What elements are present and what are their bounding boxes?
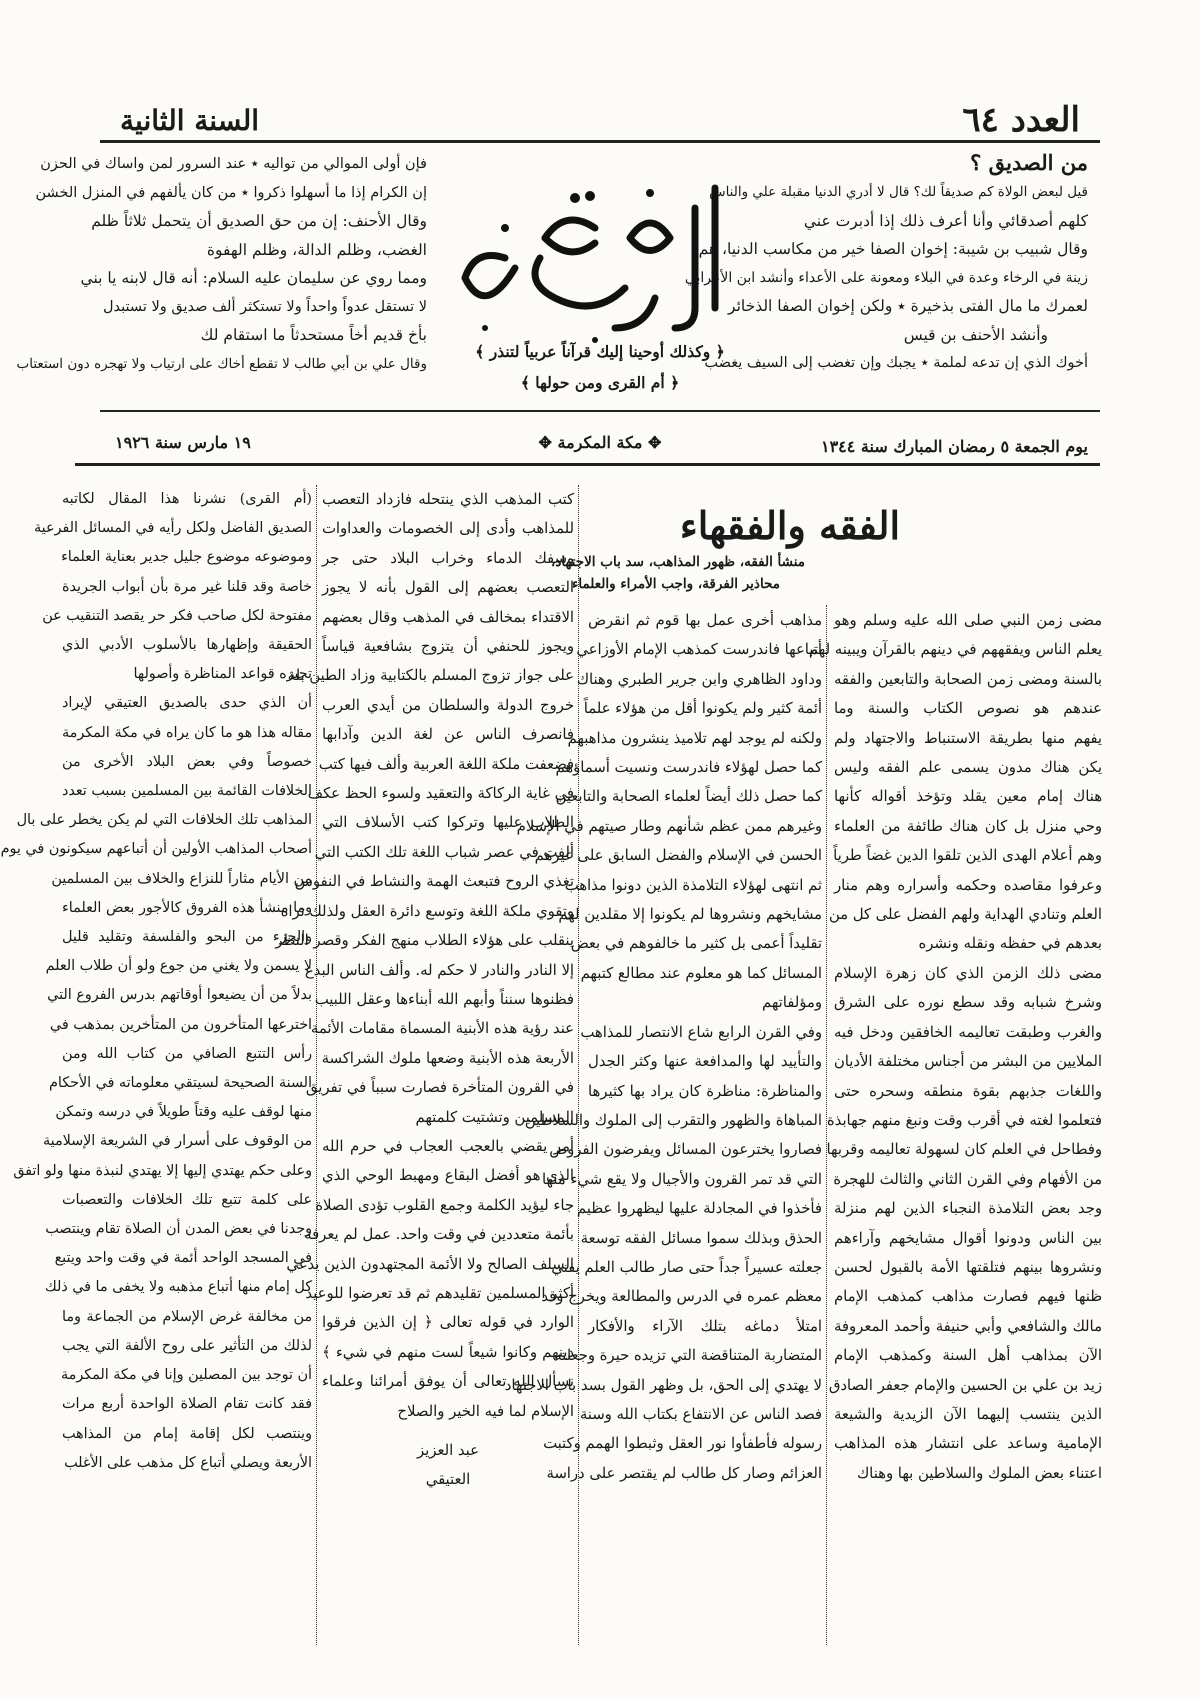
text-line: خاصة وقد قلنا غير مرة بأن أبواب الجريدة	[62, 578, 312, 595]
text-line: الذين ينتسب إليهما الآن الزيدية والشيعة	[834, 1405, 1102, 1423]
text-line: فظنوها سنناً وأبهم الله أبناءها وعقل اللبيب	[314, 990, 574, 1008]
text-line: من مخالفة غرض الإسلام من الجماعة وما	[62, 1308, 312, 1325]
article-column-3	[275, 485, 574, 1426]
text-line: الحذق وبذلك سموا مسائل الفقه توسعة	[580, 1229, 822, 1247]
text-line: بأئمة متعددين في وقت واحد. عمل لم يعرفه	[304, 1226, 574, 1244]
text-line: الحقيقة وإظهارها بالأسلوب الأدبي الذي	[62, 637, 312, 654]
year-label: السنة الثانية	[120, 104, 260, 137]
article-subtitle-line: منشأ الفقه، ظهور المذاهب، سد باب الاجتهاد،	[550, 554, 805, 570]
text-line: من الأيام مثاراً للنزاع والخلاف بين المسلمين	[51, 870, 312, 887]
right-box-title: من الصديق ؟	[970, 150, 1088, 175]
text-line: اخترعها المتأخرون من المتأخرين بمذهب في	[49, 1016, 312, 1033]
text-line: كتب المذهب الذي ينتحله فازداد التعصب	[322, 491, 574, 508]
right-box-line: وقال شبيب بن شيبة: إخوان الصفا خير من مكاسب الدنيا، هم	[698, 240, 1088, 258]
text-line: الأربعة هذه الأبنية وضعها ملوك الشراكسة	[321, 1049, 574, 1067]
text-line: وهم أعلام الهدى الذين تلقوا الدين غضاً طرياً	[833, 847, 1102, 865]
text-line: مذاهب أخرى عمل بها قوم ثم انقرض	[588, 612, 822, 629]
dateline-rule-top	[100, 410, 1100, 412]
text-line: ويجوز للحنفي أن يتزوج بشافعية قياساً	[322, 638, 574, 656]
text-line: المذاهب تلك الخلافات التي لم يكن يخطر على بال	[16, 812, 312, 829]
text-line: وسفك الدماء وخراب البلاد حتى جر	[322, 549, 574, 567]
text-line: مقاله هذا هو ما كان يراه في مكة المكرمة	[62, 724, 312, 741]
masthead-logo	[445, 168, 755, 348]
article-title: الفقه والفقهاء	[679, 503, 900, 548]
text-line: بالسنة ومضى زمن الصحابة والتابعين والفقه	[834, 670, 1102, 688]
right-box-line: زينة في الرخاء وعدة في البلاء ومعونة على الأعداء وأنشد ابن الأعرابي	[684, 269, 1088, 286]
text-line: اعتناء بعض الملوك والسلاطين بها وهناك	[856, 1464, 1102, 1482]
column-divider	[316, 485, 317, 1645]
text-line: نسأل الله تعالى أن يوفق أمرائنا وعلماء	[322, 1373, 574, 1391]
text-line: الأربعة ويصلي أتباع كل مذهب على الأغلب	[64, 1454, 312, 1471]
text-line: ولكنه لم يوجد لهم تلاميذ ينشرون مذاهبهم	[567, 729, 822, 747]
text-line: كما حصل ذلك أيضاً لعلماء الصحابة والتابعين	[555, 788, 822, 806]
text-line: (أم القرى) نشرنا هذا المقال لكاتبه	[62, 491, 312, 507]
issue-number: العدد ٦٤	[962, 100, 1080, 140]
left-box-line: لا تستقل عدواً واحداً ولا تستكثر ألف صديق ولا تستبدل	[103, 298, 427, 315]
text-line: ومؤلفاتهم	[761, 994, 822, 1012]
text-line: يعلم الناس ويفقههم في دينهم بالقرآن ويبينه لهم	[808, 641, 1102, 659]
text-line: المباهاة والظهور والتقرب إلى الملوك والسلاطين	[524, 1111, 822, 1129]
text-line: أصحاب المذاهب الأولين أن أتباعهم سيكونون في يوم	[0, 841, 312, 858]
text-line: يفهم منها بطريقة الاستنباط والاجتهاد ولم	[834, 729, 1102, 747]
text-line: وعلى حكم يهتدي إليها إلا يهتدي لنبذة منها ولو اتفق	[13, 1162, 312, 1179]
text-line: الصديق الفاضل ولكل رأيه في المسائل الفرعية	[33, 520, 312, 537]
text-line: المسائل كما هو معلوم عند مطالع كتبهم	[580, 964, 822, 982]
text-line: زيد بن علي بن الحسين والإمام جعفر الصادق	[828, 1376, 1102, 1394]
text-line: لا يهتدي إلى الحق، بل وظهر القول بسد باب الاجتهاد	[504, 1376, 822, 1394]
text-line: بدلاً من أن يضيعوا أوقاتهم بدرس الفروع التي	[47, 987, 312, 1004]
text-line: وحي منزل بل كان هناك طائفة من العلماء	[834, 817, 1102, 835]
text-line: أن الذي حدى بالصديق العتيقي لإيراد	[62, 695, 312, 712]
text-line: خروج الدولة والسلطان من أيدي العرب	[322, 696, 574, 714]
text-line: التي قد تمر القرون والأجيال ولا يقع شيء منها	[541, 1170, 822, 1188]
text-line: مشايخهم ونشروها لم يكونوا إلا مقلدين لهم	[558, 906, 822, 924]
dateline-rule-bottom	[75, 463, 1100, 466]
text-line: أكثر المسلمين تقليدهم ثم قد تعرضوا للوعيد	[305, 1284, 574, 1302]
text-line: المسلمين وتشتيت كلمتهم	[415, 1108, 574, 1126]
text-line: ظنها فيهم فصارت مذاهب كمذهب الإمام	[834, 1288, 1102, 1306]
text-line: الملايين من البشر من أجناس مختلفة الأديان	[833, 1053, 1102, 1071]
text-line: وما منشأ هذه الفروق كالأجور بعض العلماء	[62, 899, 312, 916]
text-line: مفتوحة لكل صاحب فكر حر يقصد التنقيب عن	[42, 607, 312, 624]
text-line: جعلته عسيراً جداً حتى صار طالب العلم يفني	[551, 1258, 822, 1276]
text-line: رأس التتبع الصافي من كتاب الله ومن	[62, 1045, 312, 1062]
text-line: السلف الصالح ولا الأئمة المجتهدون الذين يدعي	[286, 1255, 574, 1273]
text-line: كل إمام منها أتباع مذهبه ولا يخفى ما في ذلك	[44, 1279, 312, 1296]
text-line: خصوصاً وفي بعض البلاد الأخرى من	[62, 753, 312, 770]
right-box-line: لعمرك ما مال الفتى بذخيرة ٭ ولكن إخوان الصفا الذخائر	[728, 297, 1088, 315]
text-line: على جواز تزوج المسلم بالكتابية وزاد الطين بلة	[287, 667, 574, 685]
left-box-line: فإن أولى الموالي من تواليه ٭ عند السرور لمن واساك في الحزن	[40, 156, 427, 172]
text-line: إلا النادر والنادر لا حكم له. وألف الناس البدع	[304, 961, 574, 979]
text-line: أتباعها فاندرست كمذهب الإمام الأوزاعي	[576, 641, 822, 659]
right-box-line: قيل لبعض الولاة كم صديقاً لك؟ قال لا أدري الدنيا مقبلة علي والناس	[709, 184, 1088, 200]
text-line: وشرخ شبابه وقد سطع نوره على الشرق	[834, 994, 1102, 1012]
editor-note-column	[0, 485, 312, 1478]
text-line: والغرب وطبقت تعاليمه الخافقين ودخل فيه	[834, 1023, 1102, 1041]
text-line: لا يسمن ولا يغني من جوع ولو أن طلاب العلم	[45, 958, 312, 975]
text-line: فتعلموا لغته في أقرب وقت ونبغ منهم جهابذة	[826, 1111, 1102, 1129]
text-line: والتأييد لها والمدافعة عنها وكثر الجدل	[588, 1053, 822, 1071]
text-line: الحسن في الإسلام والفضل السابق على غيرهم	[534, 847, 822, 865]
text-line: مضى ذلك الزمن الذي كان زهرة الإسلام	[834, 964, 1102, 982]
text-line: المتضاربة المتناقضة التي تزيده حيرة وجعلته	[554, 1347, 822, 1365]
text-line: لذلك من التأثير على روح الألفة التي يجب	[62, 1337, 312, 1354]
left-box-line: بأخ قديم أخاً مستحدثاً ما استقام لك	[200, 326, 427, 344]
article-subtitle-line: محاذير الفرقة، واجب الأمراء والعلماء	[572, 576, 780, 592]
text-line: مالك والشافعي وأبي حنيفة وأحمد المعروفة	[834, 1317, 1102, 1335]
text-line: هناك إمام معين يقلد وتؤخذ أقواله كأنها	[834, 788, 1102, 806]
text-line: رسوله فأطفأوا نور العقل وثبطوا الهمم وكتبت	[543, 1435, 822, 1453]
text-line: أن توجد بين المصلين وإنا في مكة المكرمة	[61, 1367, 312, 1384]
text-line: تغذي الروح فتبعث الهمة والنشاط في النفوس	[294, 873, 574, 891]
text-line: في القرون المتأخرة فصارت سبباً في تفريق	[305, 1079, 574, 1097]
text-line: مضى زمن النبي صلى الله عليه وسلم وهو	[834, 612, 1102, 629]
right-box-line: كلهم أصدقائي وأنا أعرف ذلك إذا أدبرت عني	[803, 211, 1088, 230]
text-line: ثم انتهى لهؤلاء التلامذة الذين دونوا مذاهب	[564, 876, 822, 894]
text-line: الإمامية وساعد على انتشار هذه المذاهب	[834, 1435, 1102, 1453]
text-line: الإسلام لما فيه الخير والصلاح	[397, 1402, 574, 1420]
text-line: والمناظرة: مناظرة كان يراد بها كثيرها	[588, 1082, 822, 1100]
date-gregorian: ١٩ مارس سنة ١٩٢٦	[115, 433, 251, 452]
date-hijri: يوم الجمعة ٥ رمضان المبارك سنة ١٣٤٤	[820, 437, 1088, 456]
signature-name: عبد العزيز	[417, 1442, 479, 1459]
text-line: تجيزه قواعد المناظرة وأصولها	[133, 666, 312, 683]
masthead-verse	[420, 336, 780, 398]
text-line: فانصرف الناس عن لغة الدين وآدابها	[322, 726, 574, 744]
article-signature	[322, 1436, 574, 1495]
left-box	[16, 150, 427, 378]
ornament-icon: ✥	[648, 433, 662, 452]
text-line: من الأفهام وفي القرن الثاني والثالث للهجرة	[833, 1170, 1102, 1188]
text-line: واللغات جذبهم بقوة منطقه وسحره حتى	[834, 1082, 1102, 1100]
text-line: في المسجد الواحد أئمة في وقت واحد ويتبع	[54, 1250, 312, 1267]
text-line: وتقوي ملكة اللغة وتوسع دائرة العقل ولذلك تراه	[280, 902, 574, 920]
text-line: وفي القرن الرابع شاع الانتصار للمذاهب	[580, 1023, 822, 1041]
text-line: الاقتداء بمخالف في المذهب وقال بعضهم	[322, 608, 574, 626]
left-box-line: وقال علي بن أبي طالب لا تقطع أخاك على ارتياب ولا تهجره دون استعتاب	[16, 355, 427, 372]
text-line: دينهم وكانوا شيعاً لست منهم في شيء ﴾	[322, 1343, 574, 1361]
text-line: السنة الصحيحة لسيتقي معلوماته في الأحكام	[49, 1075, 312, 1092]
masthead-title: أم القرى	[598, 268, 602, 269]
text-line: للمذاهب وأدى إلى الخصومات والعداوات	[322, 520, 574, 538]
text-line: ونشروها بينهم فتلقتها الأمة بالقبول لحسن	[834, 1258, 1102, 1276]
signature-family: العتيقي	[425, 1471, 471, 1489]
text-line: بعدهم في حفظه ونقله ونشره	[918, 935, 1102, 953]
text-line: يكن هناك مدون يسمى علم الفقه وليس	[834, 759, 1102, 777]
text-line: فأخذوا في المجادلة عليها ليظهروا عظيم	[576, 1200, 822, 1218]
left-box-line: ومما روي عن سليمان عليه السلام: أنه قال لابنه يا بني	[80, 269, 427, 287]
text-line: والجزء من البحو والفلسفة وتقليد قليل	[62, 929, 312, 946]
text-line: جاء ليؤيد الكلمة وجمع القلوب تؤدى الصلاة	[315, 1196, 574, 1214]
text-line: التعصب بعضهم إلى القول بأنه لا يجوز	[322, 579, 574, 597]
right-box-line: وأنشد الأحنف بن قيس	[903, 325, 1048, 344]
text-line: العلم وتنادي الهداية ولهم الفضل على كل من	[828, 906, 1102, 924]
text-line: الوارد في قوله تعالى ﴿ إن الذين فرقوا	[322, 1314, 574, 1332]
text-line: في غاية الركاكة والتعقيد ولسوء الحظ عكف	[307, 785, 574, 803]
header-rule	[100, 140, 1100, 143]
text-line: وموضوعه موضوع جليل جدير بعناية العلماء	[61, 549, 312, 566]
text-line: أئمة كثير ولم يكونوا أقل من هؤلاء علماً	[583, 700, 822, 718]
text-line: من الوقوف على أسرار في الشريعة الإسلامية	[43, 1133, 312, 1150]
text-line: الطلاب عليها وتركوا كتب الأسلاف التي	[322, 814, 574, 832]
text-line: وعرفوا مقاصده وحكمه وأسراره وهم منار	[834, 876, 1102, 894]
text-line: منها لوقف عليه وقتاً طويلاً في درسه وتمكن	[55, 1104, 312, 1121]
location-text: مكة المكرمة	[557, 433, 643, 452]
text-line: فصاروا يخترعون المسائل ويفرضون الفروض	[549, 1141, 822, 1159]
text-line: امتلأ دماغه بتلك الآراء والأفكار	[588, 1317, 822, 1335]
text-line: عند رؤية هذه الأبنية المسماة مقامات الأئمة	[310, 1020, 574, 1038]
left-box-line: وقال الأحنف: إن من حق الصديق أن يتحمل ثلاثاً ظلم	[91, 212, 427, 230]
article-column-2	[504, 606, 822, 1488]
location	[510, 433, 690, 452]
text-line: على كلمة تتبع تلك الخلافات والتعصبات	[62, 1191, 312, 1208]
text-line: وينتصب لكل إقامة إمام من المذاهب	[62, 1425, 312, 1442]
verse-line: ﴿ وكذلك أوحينا إليك قرآناً عربياً لتنذر ﴾	[475, 342, 725, 361]
text-line: وفطاحل في العلم كان لسهولة تعاليمه وقربها	[826, 1141, 1102, 1159]
text-line: الآن بمذاهب أهل السنة وكمذهب الإمام	[834, 1347, 1102, 1365]
verse-line: ﴿ أم القرى ومن حولها ﴾	[520, 373, 680, 392]
text-line: وجد بعض التلامذة النجباء الذين لهم منزلة	[834, 1200, 1102, 1218]
text-line: عندهم هو نصوص الكتاب والسنة وما	[834, 700, 1102, 718]
text-line: الخلافات القائمة بين المسلمين بسبب تعدد	[62, 783, 312, 800]
right-box	[684, 148, 1088, 378]
left-box-line: إن الكرام إذا ما أسهلوا ذكروا ٭ من كان يألفهم في المنزل الخشن	[35, 184, 427, 201]
text-line: ألفت في عصر شباب اللغة تلك الكتب التي	[314, 843, 574, 861]
right-box-line: أخوك الذي إن تدعه لملمة ٭ يجبك وإن تغضب إلى السيف يغضب	[704, 355, 1088, 371]
text-line: ينقلب على هؤلاء الطلاب منهج الفكر وقصر النظر	[275, 932, 574, 950]
text-line: بين الناس ودونوا أقوال مشايخهم وآراءهم	[834, 1229, 1102, 1247]
text-line: العزائم وصار كل طالب لم يقتصر على دراسة	[546, 1464, 822, 1482]
text-line: تقليداً أعمى بل كثير ما خالفوهم في بعض	[570, 935, 822, 953]
text-line: الذي هو أفضل البقاع ومهبط الوحي الذي	[322, 1167, 574, 1185]
text-line: فضعفت ملكة اللغة العربية وألف فيها كتب	[318, 755, 574, 773]
text-line: فقد كانت تقام الصلاة الواحدة أربع مرات	[62, 1396, 312, 1413]
text-line: أمر يقضي بالعجب العجاب في حرم الله	[322, 1137, 574, 1155]
left-box-line: الغضب، وظلم الدالة، وظلم الهفوة	[206, 240, 427, 259]
text-line: وغيرهم ممن عظم شأنهم وطار صيتهم في الإسلام	[516, 817, 822, 835]
article-column-1	[808, 606, 1102, 1488]
text-line: فصد الناس عن الانتفاع بكتاب الله وسنة	[579, 1405, 822, 1423]
text-line: وداود الظاهري وابن جرير الطبري وهناك	[576, 670, 822, 688]
ornament-icon: ✥	[538, 433, 552, 452]
text-line: وجدنا في بعض المدن أن الصلاة تقام وينتصب	[45, 1221, 312, 1238]
text-line: كما حصل لهؤلاء فاندرست ونسيت أسماؤهم	[555, 759, 822, 777]
text-line: معظم عمره في الدرس والمطالعة ويخرج وقد	[541, 1288, 822, 1306]
